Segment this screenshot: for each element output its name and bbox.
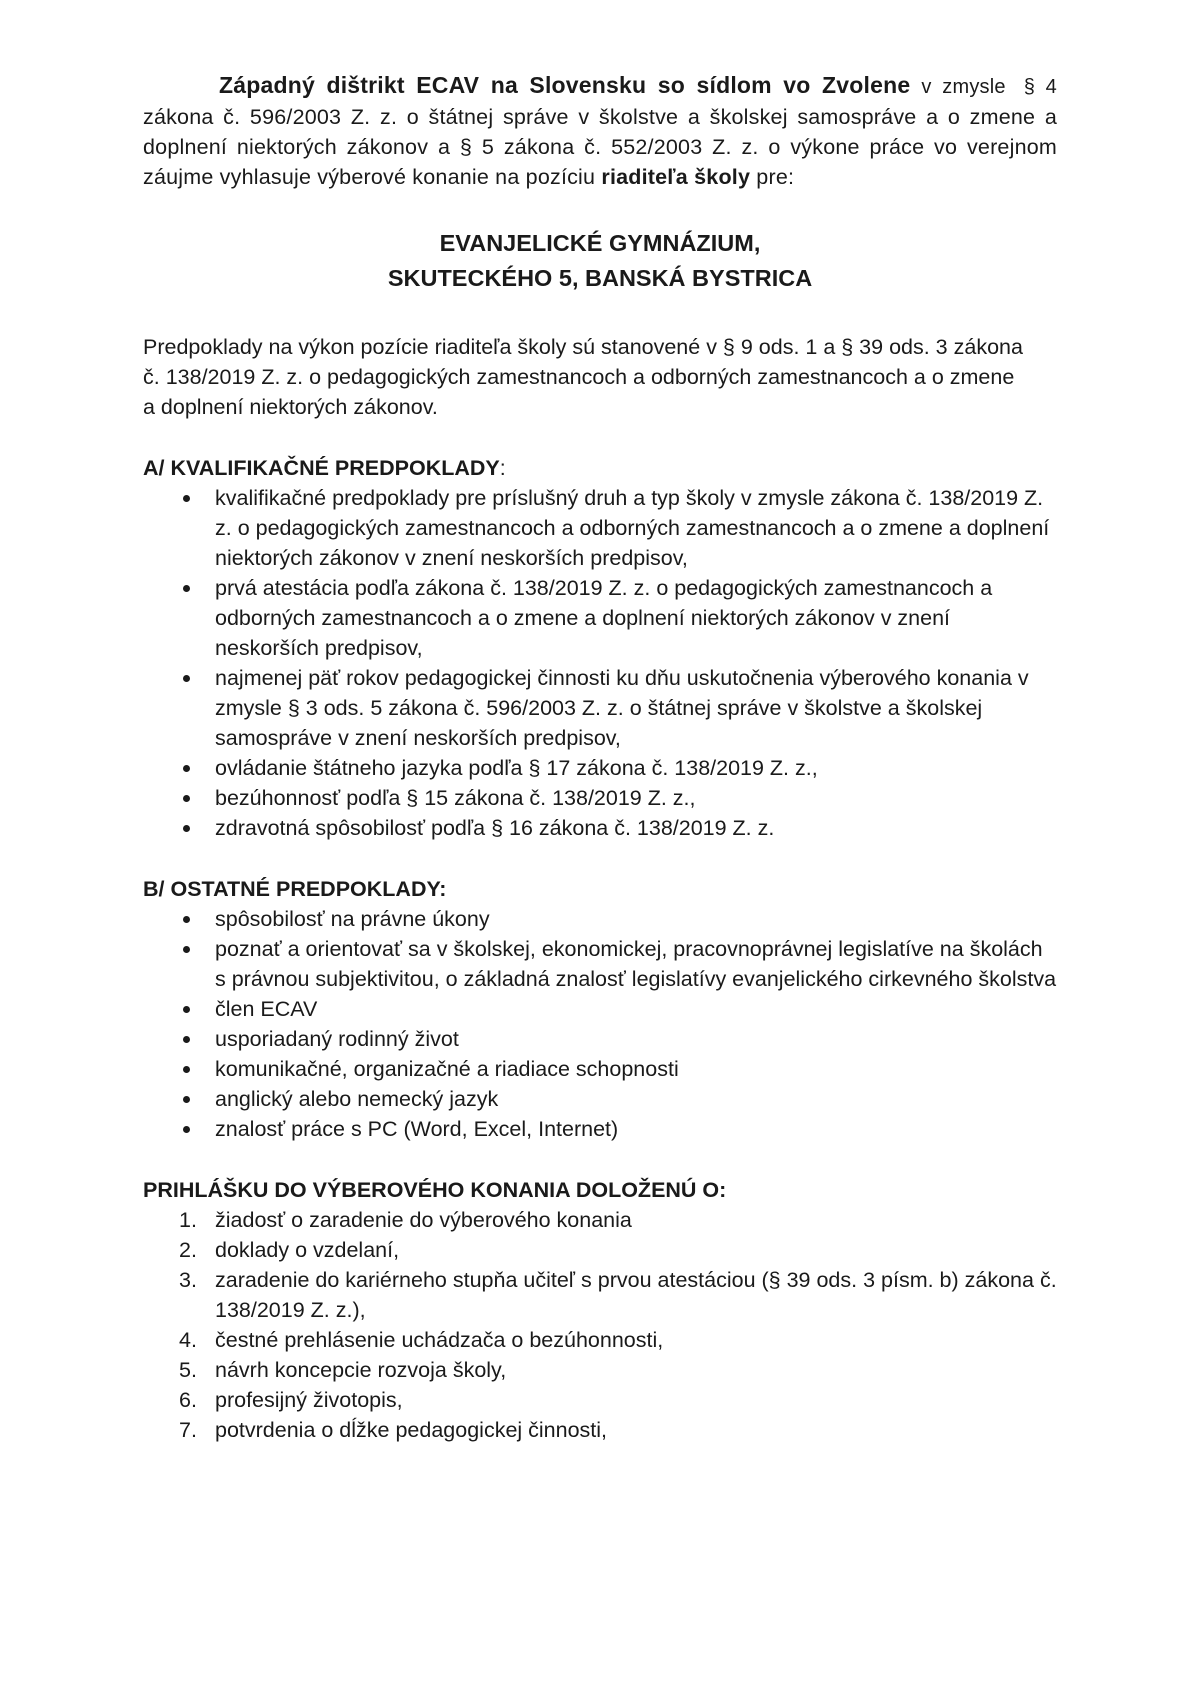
list-number: 7. — [179, 1418, 197, 1442]
list-item — [143, 1265, 1057, 1325]
list-item: usporiadaný rodinný život — [143, 1024, 1057, 1054]
school-name: EVANJELICKÉ GYMNÁZIUM, — [439, 230, 761, 256]
intro-in-accordance: v zmysle — [921, 76, 1006, 98]
section-a-heading — [143, 453, 1057, 483]
prerequisites-intro — [143, 332, 1057, 422]
list-item: prvá atestácia podľa zákona č. 138/2019 Z. z. o pedagogických zamestnancoch a odborných zamestnancoch a o zmene a doplnení niektorých zákonov v znení neskorších predpisov, — [143, 573, 1057, 663]
section-a-list — [143, 483, 1057, 843]
list-item: znalosť práce s PC (Word, Excel, Internet) — [143, 1114, 1057, 1144]
intro-section-ref: § 4 — [1023, 76, 1058, 98]
list-item: anglický alebo nemecký jazyk — [143, 1084, 1057, 1114]
list-item — [143, 1205, 1057, 1235]
list-item: člen ECAV — [143, 994, 1057, 1024]
list-number: 6. — [179, 1388, 197, 1412]
section-c-title: PRIHLÁŠKU DO VÝBEROVÉHO KONANIA DOLOŽENÚ O: — [143, 1178, 727, 1202]
list-item-text: zaradenie do kariérneho stupňa učiteľ s prvou atestáciou (§ 39 ods. 3 písm. b) zákona č. 138/2019 Z. z.), — [215, 1268, 1057, 1322]
school-title — [143, 226, 1057, 296]
list-item-text: žiadosť o zaradenie do výberového konania — [215, 1208, 632, 1232]
list-number: 4. — [179, 1328, 197, 1352]
list-item: poznať a orientovať sa v školskej, ekonomickej, pracovnoprávnej legislatíve na školách s právnou subjektivitou, o základná znalosť legislatívy evanjelického cirkevného školstva — [143, 934, 1057, 994]
section-b-title: B/ OSTATNÉ PREDPOKLADY: — [143, 877, 447, 901]
section-c-list — [143, 1205, 1057, 1445]
section-b-list — [143, 904, 1057, 1144]
list-number: 1. — [179, 1208, 197, 1232]
prerequisites-line-1: Predpoklady na výkon pozície riaditeľa školy sú stanovené v § 9 ods. 1 a § 39 ods. 3 zákona — [143, 335, 1023, 359]
list-item-text: doklady o vzdelaní, — [215, 1238, 400, 1262]
list-item: spôsobilosť na právne úkony — [143, 904, 1057, 934]
prerequisites-line-2: č. 138/2019 Z. z. o pedagogických zamestnancoch a odborných zamestnancoch a o zmene — [143, 365, 1015, 389]
list-item: ovládanie štátneho jazyka podľa § 17 zákona č. 138/2019 Z. z., — [143, 753, 1057, 783]
section-a-title: A/ KVALIFIKAČNÉ PREDPOKLADY — [143, 456, 500, 480]
list-item — [143, 1325, 1057, 1355]
list-item-text: čestné prehlásenie uchádzača o bezúhonnosti, — [215, 1328, 664, 1352]
intro-body: zákona č. 596/2003 Z. z. o štátnej správe v školstve a školskej samospráve a o zmene a doplnení niektorých zákonov a § 5 zákona č. 552/2003 Z. z. o výkone práce vo verejnom záujme vyhlasuje výberové konanie na pozíciu — [143, 105, 1057, 189]
list-item — [143, 1415, 1057, 1445]
list-number: 5. — [179, 1358, 197, 1382]
list-item-text: potvrdenia o dĺžke pedagogickej činnosti, — [215, 1418, 608, 1442]
issuer-name: Západný dištrikt ECAV na Slovensku so sídlom vo Zvolene — [219, 72, 911, 98]
list-item: zdravotná spôsobilosť podľa § 16 zákona č. 138/2019 Z. z. — [143, 813, 1057, 843]
list-item — [143, 1355, 1057, 1385]
list-item: bezúhonnosť podľa § 15 zákona č. 138/2019 Z. z., — [143, 783, 1057, 813]
list-item-text: návrh koncepcie rozvoja školy, — [215, 1358, 507, 1382]
list-item — [143, 1235, 1057, 1265]
list-number: 2. — [179, 1238, 197, 1262]
intro-tail: pre: — [756, 165, 795, 189]
section-a-colon: : — [499, 456, 506, 480]
list-item-text: profesijný životopis, — [215, 1388, 403, 1412]
school-address: SKUTECKÉHO 5, BANSKÁ BYSTRICA — [387, 265, 813, 291]
document-page — [143, 70, 1057, 1445]
intro-paragraph — [143, 70, 1057, 192]
list-number: 3. — [179, 1268, 197, 1292]
list-item: kvalifikačné predpoklady pre príslušný druh a typ školy v zmysle zákona č. 138/2019 Z. z. o pedagogických zamestnancoch a odborných zamestnancoch a o zmene a doplnení niektorých zákonov v znení neskorších predpisov, — [143, 483, 1057, 573]
position-name: riaditeľa školy — [601, 165, 751, 189]
section-c-heading — [143, 1175, 1057, 1205]
list-item: komunikačné, organizačné a riadiace schopnosti — [143, 1054, 1057, 1084]
list-item: najmenej päť rokov pedagogickej činnosti ku dňu uskutočnenia výberového konania v zmysle § 3 ods. 5 zákona č. 596/2003 Z. z. o štátnej správe v školstve a školskej samospráve v znení neskorších predpisov, — [143, 663, 1057, 753]
section-b-heading — [143, 874, 1057, 904]
list-item — [143, 1385, 1057, 1415]
prerequisites-line-3: a doplnení niektorých zákonov. — [143, 395, 438, 419]
